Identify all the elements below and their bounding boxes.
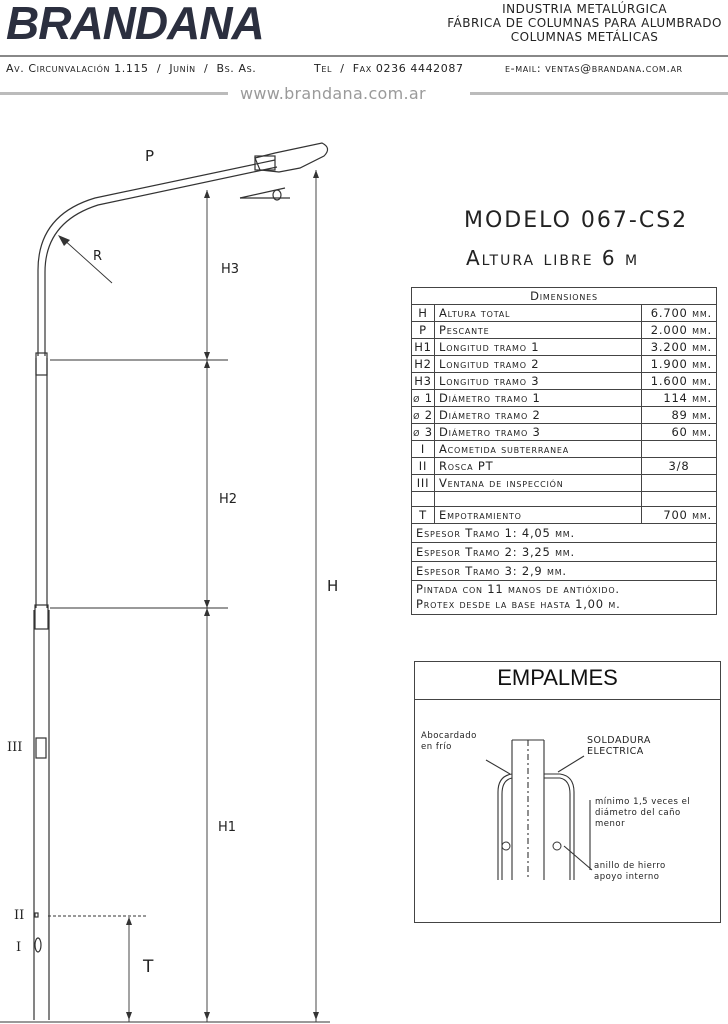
thickness-note-3: Espesor Tramo 3: 2,9 mm.: [412, 562, 717, 581]
outer-tube-left: [498, 774, 512, 880]
table-note-row: [412, 524, 717, 543]
dimensions-table: [411, 287, 717, 615]
radius-line: [62, 238, 112, 283]
label-mark-i: I: [16, 940, 22, 955]
label-h: H: [327, 577, 339, 595]
table-row: [412, 492, 717, 507]
arrow-t-bottom: [126, 1012, 132, 1020]
row-label: Longitud tramo 2: [435, 356, 642, 373]
luminaire: [255, 143, 328, 172]
arrow-t-top: [126, 917, 132, 925]
table-header-row: [412, 288, 717, 305]
row-label: Diámetro tramo 2: [435, 407, 642, 424]
table-note-row: [412, 562, 717, 581]
label-abocardado-line-2: en frío: [421, 742, 452, 752]
table-row: [412, 356, 717, 373]
joint-upper: [36, 353, 47, 375]
brand-logo: BRANDANA: [6, 0, 264, 49]
table-row: [412, 305, 717, 322]
row-label: Rosca PT: [435, 458, 642, 475]
row-value: 60 mm.: [642, 424, 717, 441]
label-minimo-line-1: mínimo 1,5 veces el: [595, 797, 691, 807]
row-label: Diámetro tramo 3: [435, 424, 642, 441]
leader-soldadura: [558, 756, 584, 772]
row-symbol: H: [412, 305, 435, 322]
outer-tube-right-inner: [544, 778, 570, 880]
row-symbol: T: [412, 507, 435, 524]
arrow-h2-top: [204, 360, 210, 368]
row-symbol: ø 3: [413, 425, 433, 439]
cable-entry: [35, 938, 41, 952]
table-row: [412, 458, 717, 475]
row-label: Longitud tramo 1: [435, 339, 642, 356]
arrow-h1-top: [204, 608, 210, 616]
table-row: [412, 424, 717, 441]
row-value: 6.700 mm.: [642, 305, 717, 322]
label-minimo: [595, 797, 690, 830]
thickness-note-1: Espesor Tramo 1: 4,05 mm.: [412, 524, 717, 543]
label-p: P: [145, 147, 155, 165]
dimensions-heading: Dimensiones: [412, 288, 717, 305]
row-label: [435, 492, 642, 507]
label-anillo-line-1: anillo de hierro: [594, 861, 666, 871]
arrow-h2-bottom: [204, 600, 210, 608]
model-title: MODELO 067-CS2: [464, 208, 689, 233]
leader-anillo: [564, 846, 592, 870]
label-h1: H1: [218, 820, 237, 835]
label-mark-iii: III: [7, 740, 23, 755]
label-soldadura: [587, 735, 651, 757]
ring-left: [502, 842, 510, 850]
table-row: [412, 441, 717, 458]
row-symbol: P: [412, 322, 435, 339]
header-line-2: FÁBRICA DE COLUMNAS PARA ALUMBRADO: [447, 16, 722, 30]
row-symbol: ø 2: [413, 408, 433, 422]
label-abocardado-line-1: Abocardado: [421, 731, 477, 741]
table-note-row: [412, 543, 717, 562]
outer-tube-left-inner: [502, 778, 512, 880]
header-line-3: COLUMNAS METÁLICAS: [510, 30, 659, 44]
inspection-window: [36, 738, 46, 758]
row-value: 1.600 mm.: [642, 373, 717, 390]
thickness-note-2: Espesor Tramo 2: 3,25 mm.: [412, 543, 717, 562]
row-value: 3/8: [642, 458, 717, 475]
table-row: [412, 507, 717, 524]
row-label: Longitud tramo 3: [435, 373, 642, 390]
arrow-h3-bottom: [204, 352, 210, 360]
label-abocardado: [421, 731, 477, 753]
table-row: [412, 407, 717, 424]
row-value: 700 mm.: [642, 507, 717, 524]
thread-mark: [35, 913, 38, 917]
label-soldadura-line-2: ELECTRICA: [587, 746, 644, 757]
row-label: Empotramiento: [435, 507, 642, 524]
row-symbol: H1: [412, 339, 435, 356]
phone-text: Tel / Fax 0236 4442087: [314, 62, 464, 75]
row-label: Diámetro tramo 1: [435, 390, 642, 407]
row-label: Altura total: [435, 305, 642, 322]
model-subtitle: Altura libre 6 m: [466, 246, 640, 270]
label-anillo-line-2: apoyo interno: [594, 872, 660, 882]
row-value: 2.000 mm.: [642, 322, 717, 339]
table-row: [412, 322, 717, 339]
row-symbol: II: [412, 458, 435, 475]
label-h2: H2: [219, 492, 238, 507]
label-minimo-line-3: menor: [595, 819, 626, 829]
arrow-h3-top: [204, 190, 210, 198]
label-h3: H3: [221, 262, 240, 277]
row-symbol: ø 1: [413, 391, 433, 405]
pole-arm-inner: [45, 167, 277, 356]
joint-lower: [35, 605, 48, 629]
address-text: Av. Circunvalación 1.115 / Junín / Bs. As.: [6, 62, 257, 75]
row-label: Ventana de inspección: [435, 475, 642, 492]
row-symbol: [412, 492, 435, 507]
row-value: [642, 475, 717, 492]
arrow-h-bottom: [313, 1012, 319, 1020]
arrow-h-top: [313, 170, 319, 178]
row-symbol: I: [412, 441, 435, 458]
website-link[interactable]: www.brandana.com.ar: [240, 84, 426, 103]
row-value: 1.900 mm.: [642, 356, 717, 373]
arrow-radius: [58, 235, 70, 246]
label-t: T: [143, 957, 154, 977]
row-value: 3.200 mm.: [642, 339, 717, 356]
empalmes-title: EMPALMES: [497, 665, 618, 690]
table-row: [412, 373, 717, 390]
angle-line: [240, 188, 285, 198]
row-value: 89 mm.: [642, 407, 717, 424]
leader-abocardado: [486, 760, 510, 774]
email-link[interactable]: e-mail: ventas@brandana.com.ar: [505, 62, 683, 75]
row-label: Acometida subterranea: [435, 441, 642, 458]
paint-note-line-2: Protex desde la base hasta 1,00 m.: [416, 597, 621, 611]
label-r: R: [93, 249, 103, 264]
table-row: [412, 339, 717, 356]
row-symbol: H2: [412, 356, 435, 373]
row-symbol: H3: [412, 373, 435, 390]
row-value: [642, 492, 717, 507]
row-value: [642, 441, 717, 458]
pole-arm-outer: [38, 160, 275, 356]
table-note-row: [412, 581, 717, 615]
label-minimo-line-2: diámetro del caño: [595, 808, 681, 818]
header-line-1: INDUSTRIA METALÚRGICA: [502, 2, 668, 16]
paint-note: [412, 581, 717, 615]
ring-right: [553, 842, 561, 850]
row-label: Pescante: [435, 322, 642, 339]
row-value: 114 mm.: [642, 390, 717, 407]
arrow-h1-bottom: [204, 1012, 210, 1020]
row-symbol: III: [412, 475, 435, 492]
label-anillo: [594, 861, 666, 883]
label-soldadura-line-1: SOLDADURA: [587, 735, 651, 746]
paint-note-line-1: Pintada con 11 manos de antióxido.: [416, 582, 620, 596]
table-row: [412, 475, 717, 492]
label-mark-ii: II: [14, 908, 25, 923]
table-row: [412, 390, 717, 407]
